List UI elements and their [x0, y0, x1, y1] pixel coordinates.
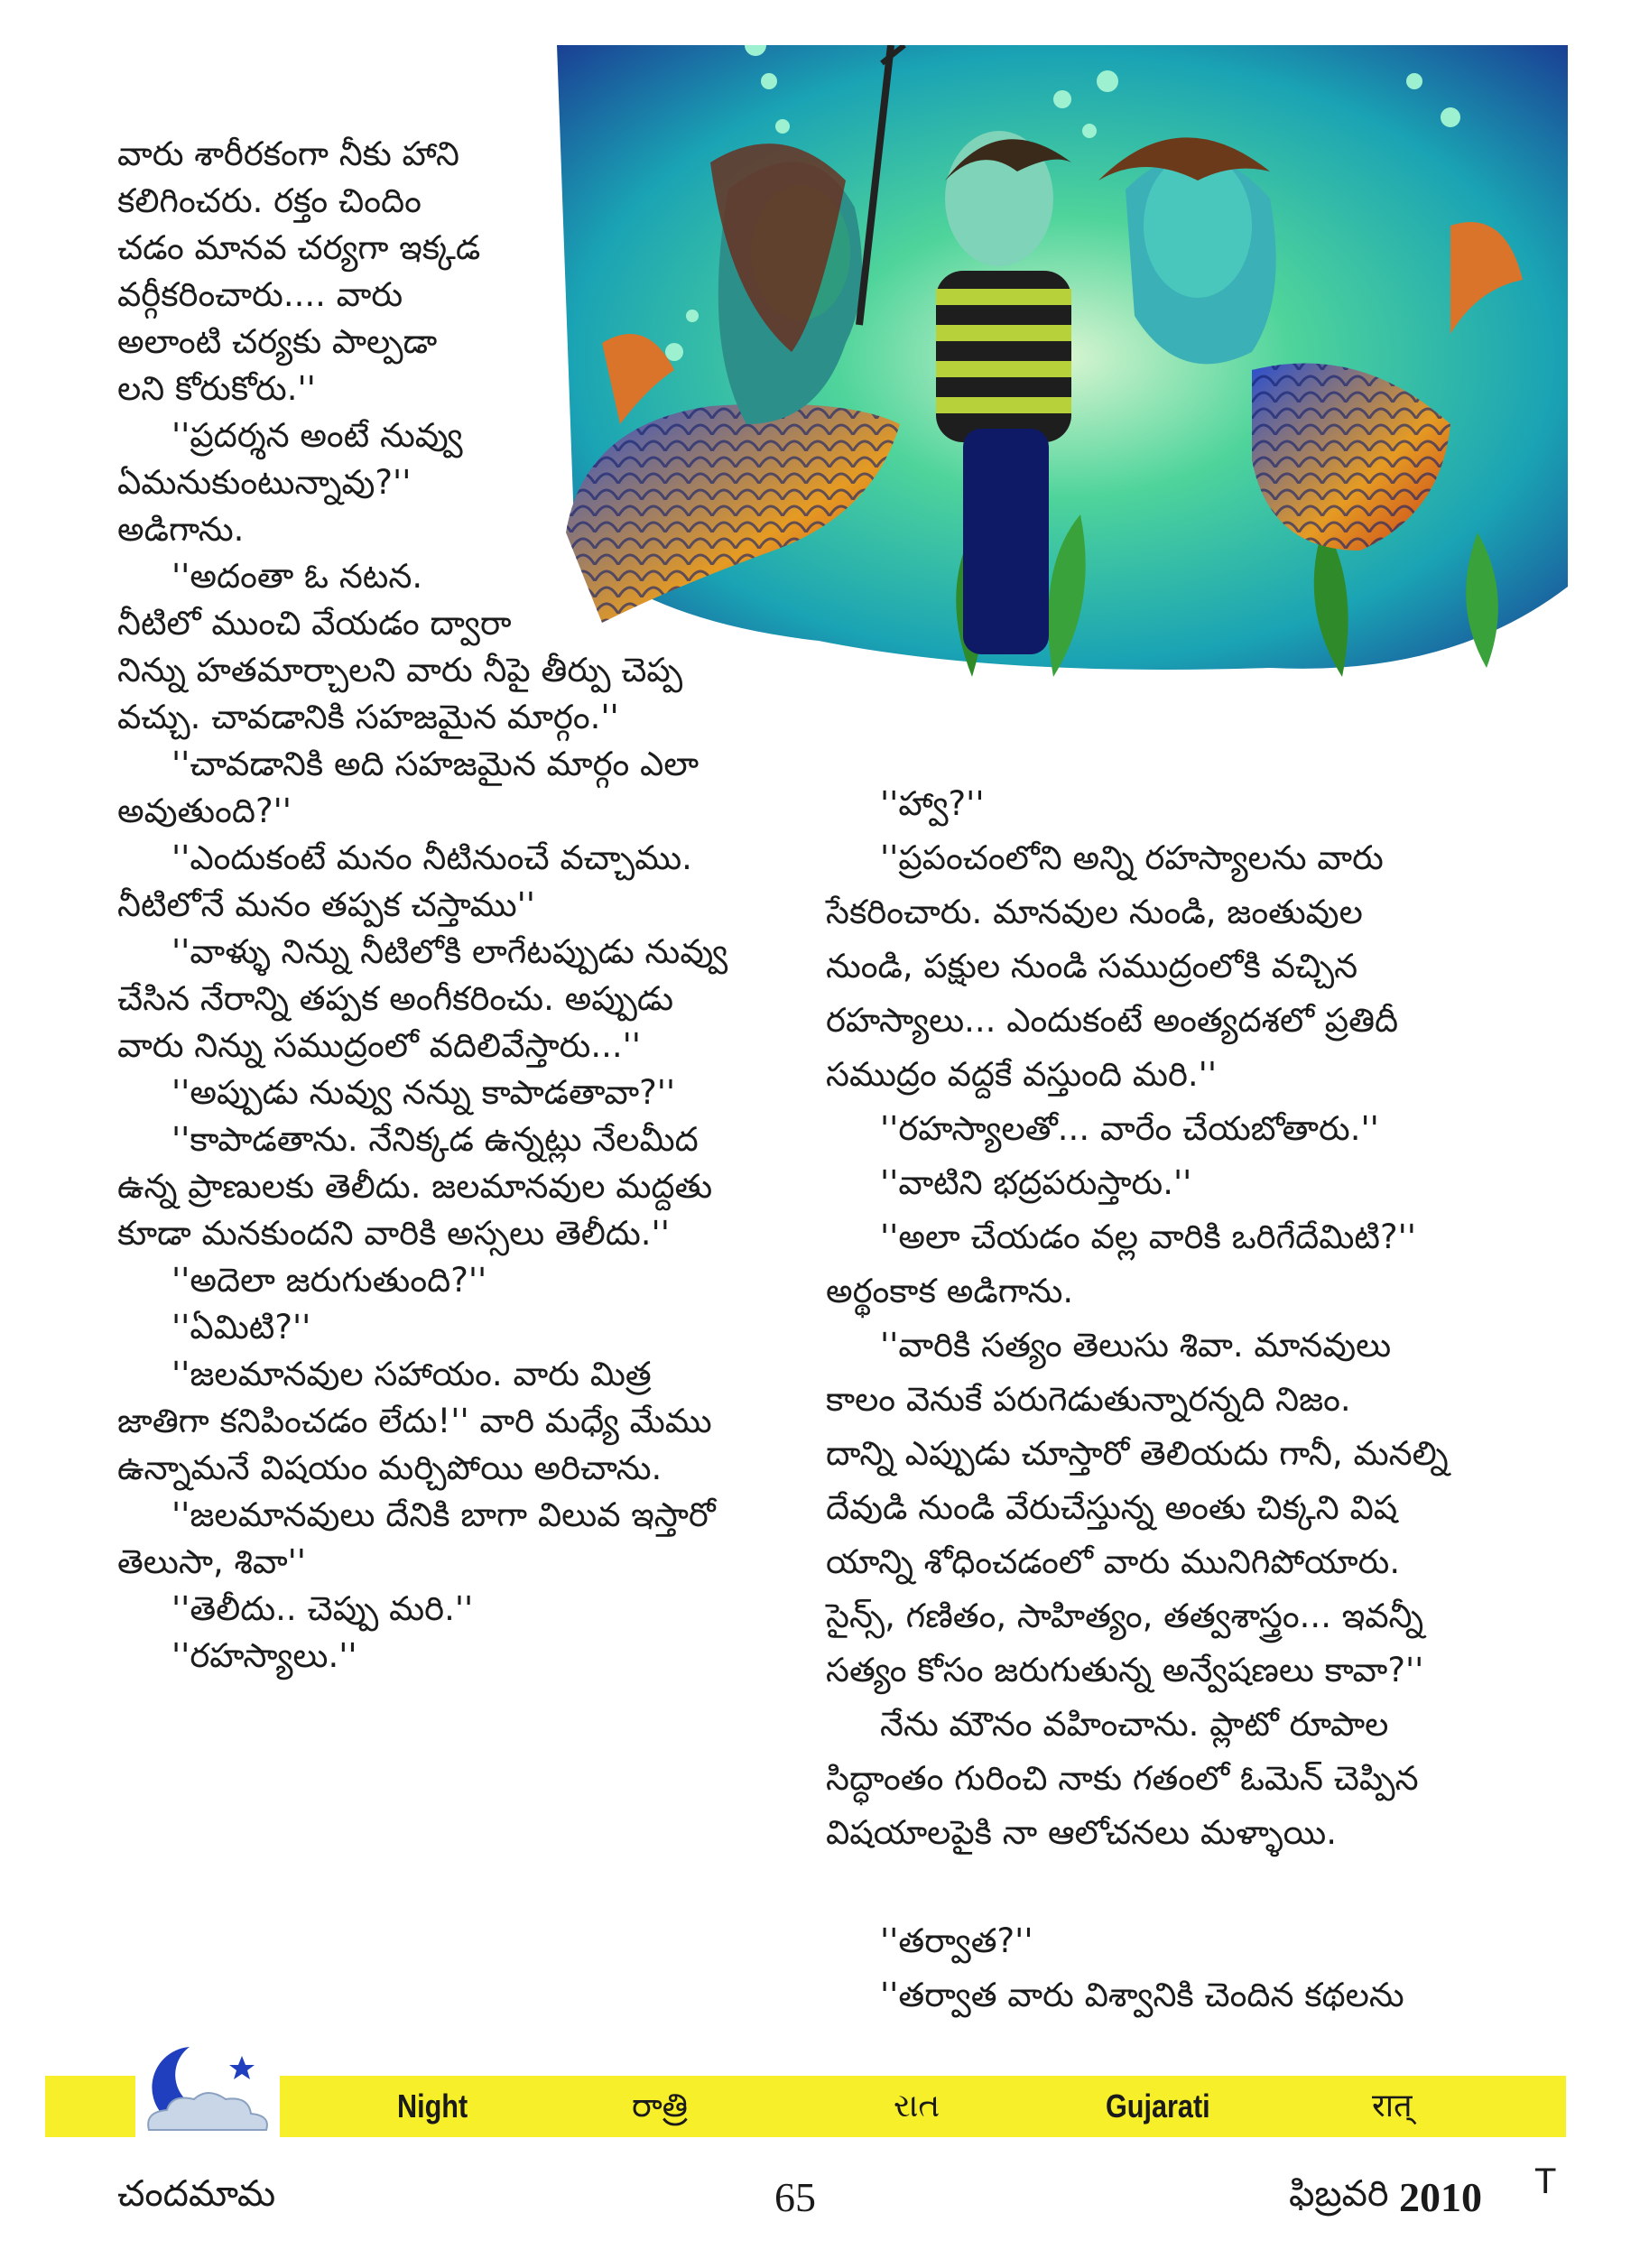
story-line: ''తర్వాత?''	[880, 1921, 1033, 1960]
story-line: అర్థంకాక అడిగాను.	[826, 1272, 1074, 1310]
story-line: నేను మౌనం వహించాను. ప్లాటో రూపాల	[880, 1705, 1389, 1744]
story-line: చడం మానవ చర్యగా ఇక్కడ	[117, 228, 481, 267]
story-line: నుండి, పక్షుల నుండి సముద్రంలోకి వచ్చిన	[826, 947, 1358, 986]
story-line: సముద్రం వద్దకే వస్తుంది మరి.''	[826, 1055, 1217, 1094]
magazine-name: చందమామ	[117, 2173, 276, 2215]
story-line: ''రహస్యాలు.''	[171, 1636, 357, 1675]
story-line: లని కోరుకోరు.''	[117, 369, 316, 408]
story-line: ''ప్రదర్శన అంటే నువ్వు	[171, 416, 463, 455]
story-line: ఉన్నామనే విషయం మర్చిపోయి అరిచాను.	[117, 1449, 662, 1487]
banner-telugu-word: రాత్రి	[632, 2087, 688, 2125]
banner-english-word: Night	[397, 2087, 468, 2125]
story-line: కలిగించరు. రక్తం చిందిం	[117, 181, 422, 220]
story-line: ఏమనుకుంటున్నావు?''	[117, 463, 412, 502]
story-line: ''కాపాడతాను. నేనిక్కడ ఉన్నట్లు నేలమీద	[171, 1120, 699, 1159]
story-line: నీటిలో ముంచి వేయడం ద్వారా	[117, 604, 512, 643]
story-line: వచ్చు. చావడానికి సహజమైన మార్గం.''	[117, 698, 619, 736]
moon-cloud-star-icon	[135, 2040, 280, 2148]
story-line: వర్గీకరించారు.... వారు	[117, 275, 403, 314]
story-line: ఉన్న ప్రాణులకు తెలీదు. జలమానవుల మద్దతు	[117, 1167, 713, 1206]
story-line: చేసిన నేరాన్ని తప్పక అంగీకరించు. అప్పుడు	[117, 979, 674, 1018]
mermaids-illustration	[548, 45, 1568, 686]
story-line: వారు శారీరకంగా నీకు హాని	[117, 134, 460, 173]
story-line: ''జలమానవులు దేనికి బాగా విలువ ఇస్తారో	[171, 1495, 716, 1534]
story-line: ''అదెలా జరుగుతుంది?''	[171, 1261, 487, 1300]
story-line: రహస్యాలు... ఎందుకంటే అంత్యదశలో ప్రతిదీ	[826, 1001, 1399, 1040]
banner-hindi-word: रात्	[1372, 2087, 1413, 2125]
issue-month: ఫిబ్రవరి	[1289, 2173, 1389, 2215]
story-line: అలాంటి చర్యకు పాల్పడా	[117, 322, 438, 361]
story-line: ''ఏమిటి?''	[171, 1308, 311, 1347]
story-line: ''వారికి సత్యం తెలుసు శివా. మానవులు	[880, 1326, 1392, 1365]
story-line: ''హ్వా?''	[880, 784, 985, 823]
story-line: సిద్ధాంతం గురించి నాకు గతంలో ఓమెన్ చెప్పిన	[826, 1759, 1419, 1798]
story-line: ''జలమానవుల సహాయం. వారు మిత్ర	[171, 1355, 652, 1393]
story-line: సత్యం కోసం జరుగుతున్న అన్వేషణలు కావా?''	[826, 1651, 1424, 1689]
banner-gujarati-word: રાત	[894, 2087, 940, 2125]
story-line: విషయాలపైకి నా ఆలోచనలు మళ్ళాయి.	[826, 1813, 1337, 1852]
story-line: నిన్ను హతమార్చాలని వారు నీపై తీర్పు చెప్ప	[117, 651, 683, 690]
story-line: యాన్ని శోధించడంలో వారు మునిగిపోయారు.	[826, 1542, 1401, 1581]
story-line: సేకరించారు. మానవుల నుండి, జంతువుల	[826, 893, 1363, 931]
story-line: ''వాటిని భద్రపరుస్తారు.''	[880, 1163, 1192, 1202]
story-line: ''తర్వాత వారు విశ్వానికి చెందిన కథలను	[880, 1976, 1404, 2014]
story-line: వారు నిన్ను సముద్రంలో వదిలివేస్తారు...''	[117, 1026, 641, 1065]
story-line: ''అదంతా ఓ నటన.	[171, 557, 423, 596]
story-line: అడిగాను.	[117, 510, 245, 549]
story-line: కూడా మనకుందని వారికి అస్సలు తెలీదు.''	[117, 1214, 670, 1253]
story-line: జాతిగా కనిపించడం లేదు!'' వారి మధ్యే మేము	[117, 1402, 712, 1440]
story-line: కాలం వెనుకే పరుగెడుతున్నారన్నది నిజం.	[826, 1380, 1351, 1419]
banner-language-label: Gujarati	[1106, 2087, 1210, 2125]
story-line: నీటిలోనే మనం తప్పక చస్తాము''	[117, 885, 535, 924]
story-line: దేవుడి నుండి వేరుచేస్తున్న అంతు చిక్కని విష	[826, 1488, 1398, 1527]
story-line: ''అప్పుడు నువ్వు నన్ను కాపాడతావా?''	[171, 1073, 676, 1112]
story-line: తెలుసా, శివా''	[117, 1542, 306, 1581]
story-line: ''వాళ్ళు నిన్ను నీటిలోకి లాగేటప్పుడు నువ్వు	[171, 932, 728, 971]
story-line: ''తెలీదు.. చెప్పు మరి.''	[171, 1589, 474, 1628]
issue-year: 2010	[1399, 2174, 1482, 2220]
page-number: 65	[774, 2174, 816, 2220]
corner-mark: T	[1534, 2162, 1557, 2201]
story-line: ''అలా చేయడం వల్ల వారికి ఒరిగేదేమిటి?''	[880, 1217, 1416, 1256]
story-line: అవుతుంది?''	[117, 791, 292, 830]
story-line: ''ఎందుకంటే మనం నీటినుంచే వచ్చాము.	[171, 838, 692, 877]
story-line: ''చావడానికి అది సహజమైన మార్గం ఎలా	[171, 745, 700, 783]
story-line: సైన్స్, గణితం, సాహిత్యం, తత్వశాస్త్రం... ఇవన్నీ	[826, 1597, 1424, 1635]
story-line: దాన్ని ఎప్పుడు చూస్తారో తెలియదు గానీ, మనల్ని	[826, 1434, 1449, 1473]
story-line: ''ప్రపంచంలోని అన్ని రహస్యాలను వారు	[880, 838, 1384, 877]
story-line: ''రహస్యాలతో... వారేం చేయబోతారు.''	[880, 1109, 1379, 1148]
